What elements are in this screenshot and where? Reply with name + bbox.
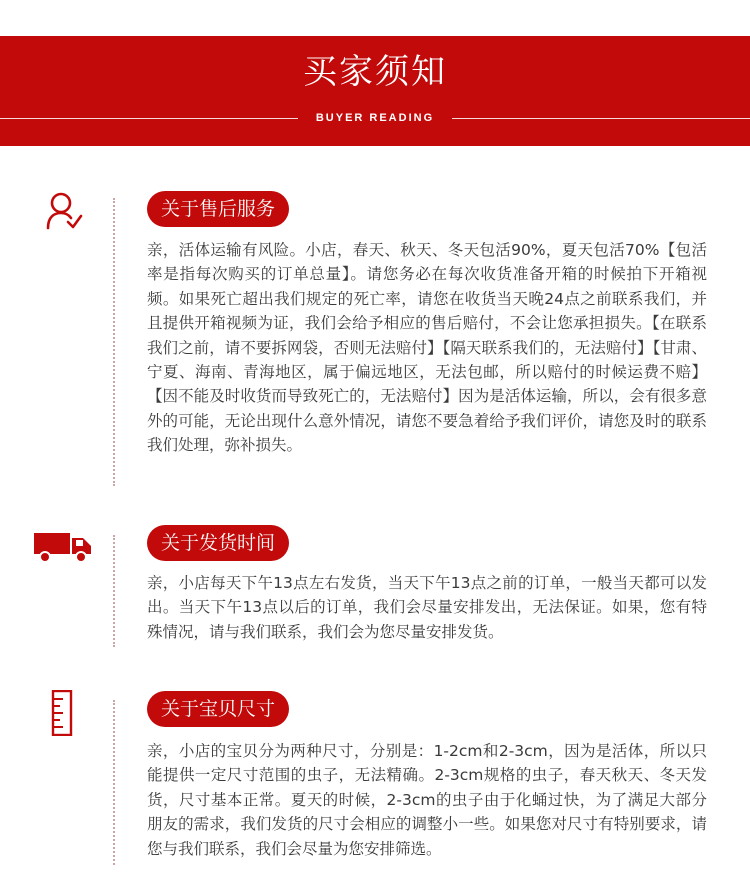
section-body: 亲，小店每天下午13点左右发货，当天下午13点之前的订单，一般当天都可以发出。当天下午13点以后的订单，我们会尽量安排发出，无法保证。如果，您有特殊情况，请与我们联系，我们会为您尽量安排发货。 [147,574,707,641]
header-banner [0,36,750,146]
section-body: 亲，活体运输有风险。小店，春天、秋天、冬天包活90%，夏天包活70%【包活率是指每次购买的订单总量】。请您务必在每次收货准备开箱的时候拍下开箱视频。如果死亡超出我们规定的死亡率，请您在收货当天晚24点之前联系我们，并且提供开箱视频为证，我们会给予相应的售后赔付，不会让您承担损失。【在联系我们之前，请不要拆网袋，否则无法赔付】【隔天联系我们的，无法赔付】【甘肃、宁夏、海南、青海地区，属于偏远地区，无法包邮，所以赔付的时候运费不赔】【因不能及时收货而导致死亡的，无法赔付】因为是活体运输，所以，会有很多意外的可能，无论出现什么意外情况，请您不要急着给予我们评价，请您及时的联系我们处理，弥补损失。 [147,241,707,455]
section-divider [113,198,115,486]
section-divider [113,535,115,647]
section-title: 关于宝贝尺寸 [147,691,289,727]
ruler-icon [51,690,73,740]
truck-icon [33,530,93,568]
page-title: 买家须知 [303,52,447,92]
section-title: 关于发货时间 [147,525,289,561]
page-subtitle: BUYER READING [315,112,435,124]
section-body: 亲，小店的宝贝分为两种尺寸，分别是：1-2cm和2-3cm，因为是活体，所以只能提供一定尺寸范围的虫子，无法精确。2-3cm规格的虫子，春天秋天、冬天发货，尺寸基本正常。夏天的时候，2-3cm的虫子由于化蛹过快，为了满足大部分朋友的需求，我们发货的尺寸会相应的调整小一些。如果您对尺寸有特别要求，请您与我们联系，我们会尽量为您安排筛选。 [147,742,707,858]
section-divider [113,700,115,865]
section-title: 关于售后服务 [147,191,289,227]
customer-service-icon [44,190,84,236]
